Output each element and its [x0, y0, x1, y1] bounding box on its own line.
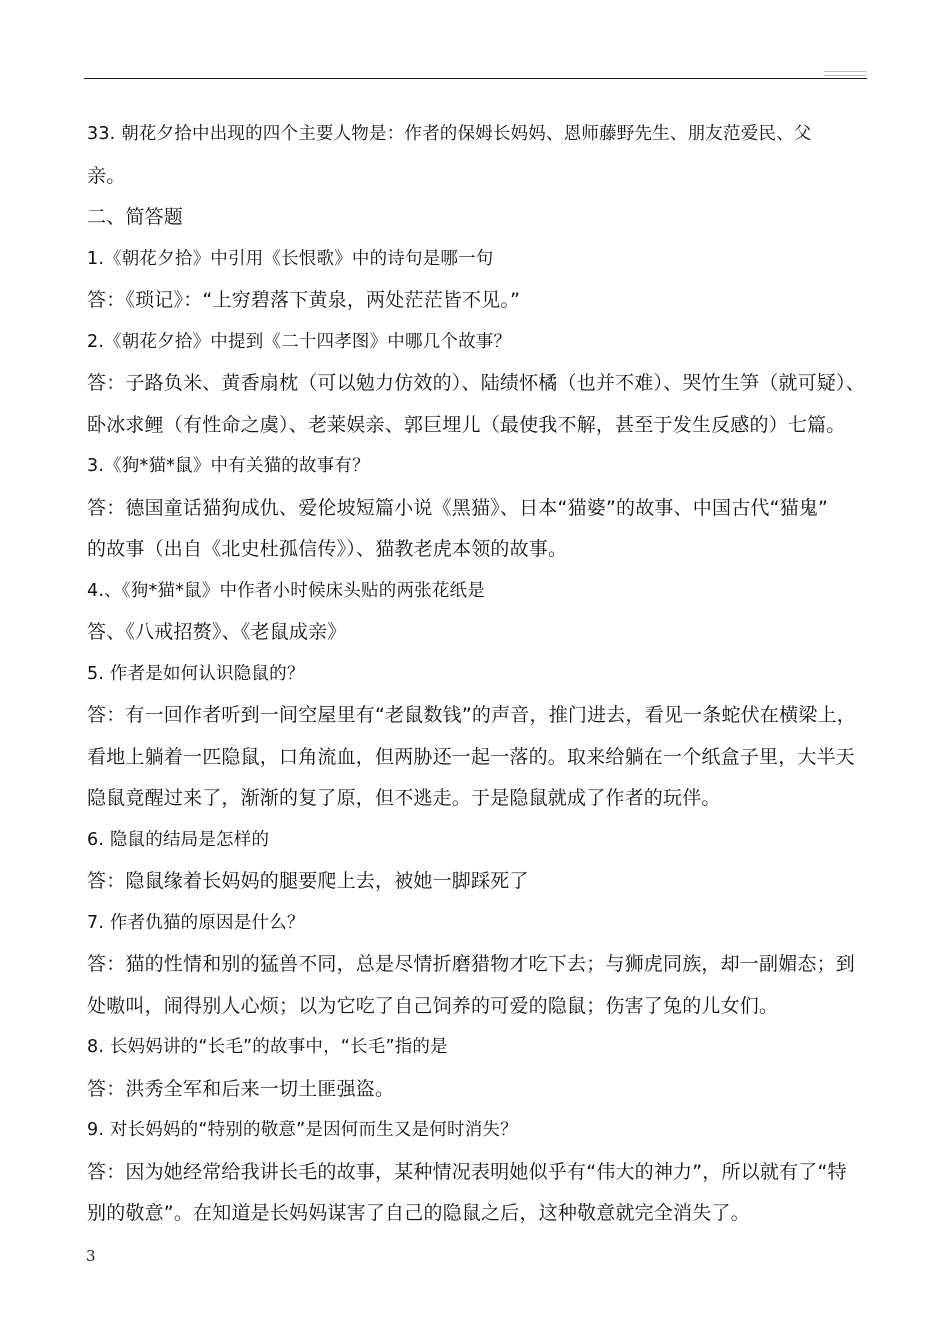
question-7: 7. 作者仇猫的原因是什么？ — [87, 912, 305, 933]
answer-4: 答、《八戒招赘》、《老鼠成亲》 — [87, 621, 347, 643]
header-rule — [84, 78, 867, 79]
question-9: 9. 对长妈妈的“特别的敬意”是因何而生又是何时消失？ — [87, 1120, 518, 1140]
answer-8: 答：洪秀全军和后来一切土匪强盗。 — [87, 1077, 395, 1100]
section-heading: 二、简答题 — [87, 206, 184, 228]
header-mark — [824, 71, 866, 76]
question-3: 3.《狗*猫*鼠》中有关猫的故事有？ — [87, 456, 370, 476]
answer-6: 答：隐鼠缘着长妈妈的腿要爬上去，被她一脚踩死了 — [87, 870, 529, 892]
answer-9-line-1: 答：因为她经常给我讲长毛的故事，某种情况表明她似乎有“伟大的神力”，所以就有了“特 — [87, 1160, 847, 1183]
document-body — [87, 114, 907, 1235]
question-6: 6. 隐鼠的结局是怎样的 — [87, 829, 270, 850]
question-4: 4.、《狗*猫*鼠》中作者小时候床头贴的两张花纸是 — [87, 580, 485, 601]
answer-33-line-2: 亲。 — [87, 164, 126, 187]
answer-7-line-1: 答：猫的性情和别的猛兽不同，总是尽情折磨猎物才吃下去；与狮虎同族，却一副媚态；到 — [87, 953, 856, 975]
answer-3-line-1: 答：德国童话猫狗成仇、爱伦坡短篇小说《黑猫》、日本“猫婆”的故事、中国古代“猫鬼” — [87, 496, 829, 519]
answer-2-line-1: 答：子路负米、黄香扇枕（可以勉力仿效的）、陆绩怀橘（也并不难）、哭竹生笋（就可疑）、 — [87, 372, 865, 394]
answer-1: 答：《琐记》：“上穷碧落下黄泉，两处茫茫皆不见。” — [87, 289, 521, 311]
answer-33-line-1: 33. 朝花夕拾中出现的四个主要人物是：作者的保姆长妈妈、恩师藤野先生、朋友范爱民、父 — [87, 124, 812, 144]
answer-5-line-3: 隐鼠竟醒过来了，渐渐的复了原，但不逃走。于是隐鼠就成了作者的玩伴。 — [87, 787, 721, 809]
answer-5-line-2: 看地上躺着一匹隐鼠，口角流血，但两胁还一起一落的。取来给躺在一个纸盒子里，大半天 — [87, 745, 856, 768]
answer-2-line-2: 卧冰求鲤（有性命之虞）、老莱娱亲、郭巨埋儿（最使我不解，甚至于发生反感的）七篇。 — [87, 413, 846, 436]
question-1: 1.《朝花夕拾》中引用《长恨歌》中的诗句是哪一句 — [87, 248, 494, 269]
question-8: 8. 长妈妈讲的“长毛”的故事中，“长毛”指的是 — [87, 1037, 448, 1057]
question-2: 2.《朝花夕拾》中提到《二十四孝图》中哪几个故事？ — [87, 331, 512, 352]
question-5: 5. 作者是如何认识隐鼠的？ — [87, 663, 305, 684]
answer-5-line-1: 答：有一回作者听到一间空屋里有“老鼠数钱”的声音，推门进去，看见一条蛇伏在横梁上， — [87, 704, 856, 726]
page-number: 3 — [86, 1247, 96, 1265]
answer-3-line-2: 的故事（出自《北史杜孤信传》）、猫教老虎本领的故事。 — [87, 538, 568, 560]
answer-9-line-2: 别的敬意”。在知道是长妈妈谋害了自己的隐鼠之后，这种敬意就完全消失了。 — [87, 1202, 750, 1224]
answer-7-line-2: 处嗷叫，闹得别人心烦；以为它吃了自己饲养的可爱的隐鼠；伤害了兔的儿女们。 — [87, 994, 779, 1017]
